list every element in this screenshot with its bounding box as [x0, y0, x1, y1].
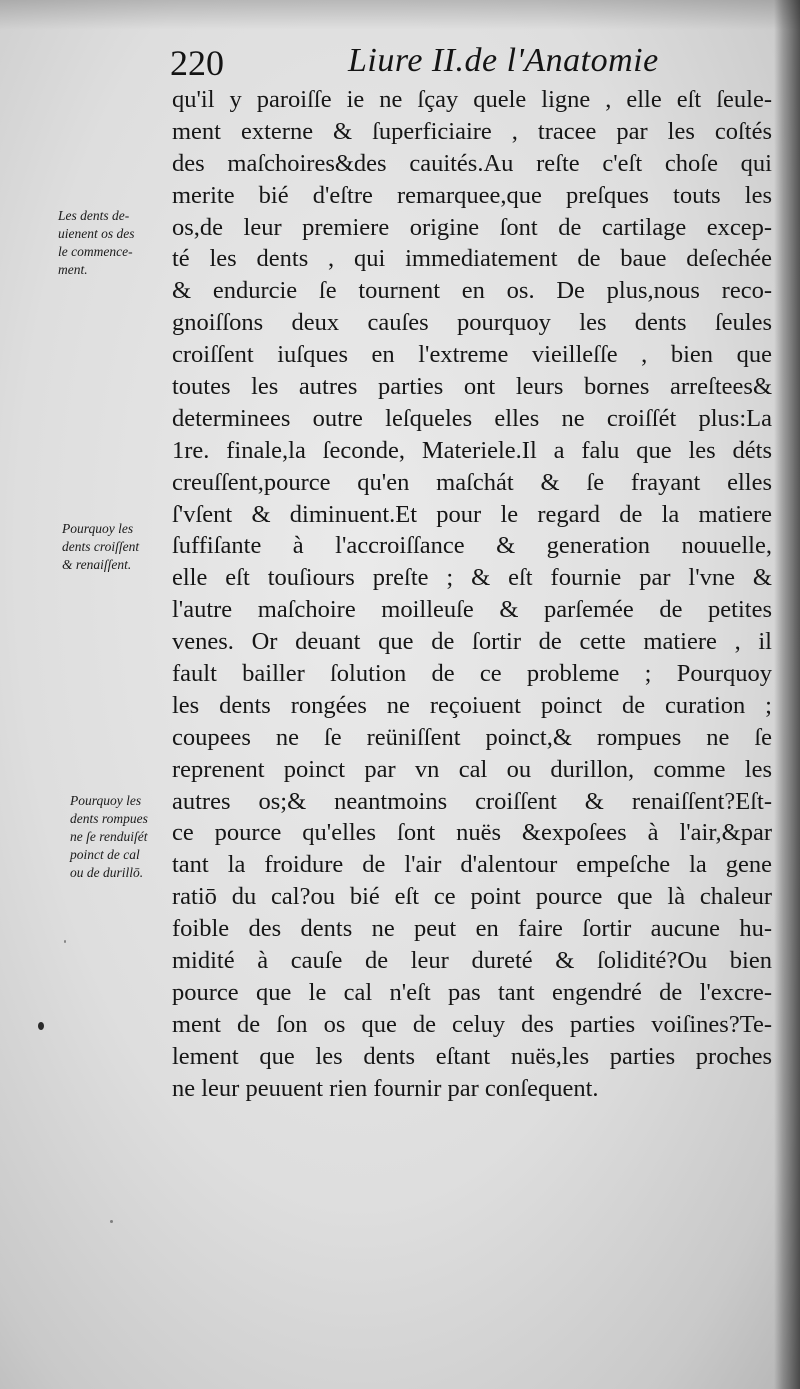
text-line: tant la froidure de l'air d'alentour empeſche la gene — [172, 851, 772, 879]
text-line: des maſchoires&des cauités.Au reſte c'eſt choſe qui — [172, 149, 772, 177]
margin-note-line: & renaiſſent. — [62, 557, 132, 572]
margin-note-line: ment. — [58, 262, 88, 277]
body-text — [172, 84, 772, 1105]
text-line: ce pource qu'elles ſont nuës &expoſees à l'air,&par — [172, 819, 772, 847]
text-line: l'autre maſchoire moilleuſe & parſemée de petites — [172, 596, 772, 624]
text-line: determinees outre leſqueles elles ne croiſſét plus:La — [172, 404, 772, 432]
text-line: reprenent poinct par vn cal ou durillon, comme les — [172, 755, 772, 783]
page-top-shadow — [0, 0, 800, 30]
margin-note-line: ne ſe renduiſét — [70, 829, 148, 844]
text-line: fault bailler ſolution de ce probleme ; Pourquoy — [172, 660, 772, 688]
text-line: pource que le cal n'eſt pas tant engendré de l'excre- — [172, 978, 772, 1006]
text-line: croiſſent iuſques en l'extreme vieilleſſe , bien que — [172, 341, 772, 369]
page-number: 220 — [170, 43, 224, 83]
text-line: midité à cauſe de leur dureté & ſolidité?Ou bien — [172, 947, 772, 975]
text-line: ment externe & ſuperficiaire , tracee par les coſtés — [172, 117, 772, 145]
margin-note-line: Pourquoy les — [62, 521, 134, 536]
text-line: ſ'vſent & diminuent.Et pour le regard de la matiere — [172, 500, 772, 528]
binding-gutter-shadow — [774, 0, 800, 1389]
margin-note-1 — [58, 207, 180, 279]
text-line: elle eſt touſiours preſte ; & eſt fournie par l'vne & — [172, 564, 772, 592]
text-line: ſuffiſante à l'accroiſſance & generation nouuelle, — [172, 532, 772, 560]
text-line: les dents rongées ne reçoiuent poinct de curation ; — [172, 691, 772, 719]
margin-note-line: uienent os des — [58, 226, 135, 241]
ink-speck — [38, 1022, 44, 1030]
text-line: autres os;& neantmoins croiſſent & renaiſſent?Eſt- — [172, 787, 772, 815]
text-line: 1re. finale,la ſeconde, Materiele.Il a falu que les déts — [172, 436, 772, 464]
margin-note-line: ou de durillō. — [70, 865, 144, 880]
text-line: ne leur peuuent rien fournir par conſequent. — [172, 1074, 599, 1102]
page-header — [170, 42, 770, 90]
text-line: merite bié d'eſtre remarquee,que preſques touts les — [172, 181, 772, 209]
margin-note-line: dents croiſſent — [62, 539, 140, 554]
margin-note-3 — [70, 792, 192, 882]
margin-note-line: dents rompues — [70, 811, 148, 826]
text-line: venes. Or deuant que de ſortir de cette matiere , il — [172, 628, 772, 656]
margin-note-line: Les dents de- — [58, 208, 130, 223]
ink-speck — [110, 1220, 113, 1223]
text-line: ment de ſon os que de celuy des parties voiſines?Te- — [172, 1010, 772, 1038]
text-line: creuſſent,pource qu'en maſchát & ſe frayant elles — [172, 468, 772, 496]
ink-speck — [64, 940, 66, 943]
margin-note-2 — [62, 520, 184, 574]
running-head: Liure II.de l'Anatomie — [348, 42, 659, 79]
text-line: té les dents , qui immediatement de baue deſechée — [172, 245, 772, 273]
text-line: lement que les dents eſtant nuës,les parties proches — [172, 1042, 772, 1070]
text-line: gnoiſſons deux cauſes pourquoy les dents ſeules — [172, 309, 772, 337]
text-line: foible des dents ne peut en faire ſortir aucune hu- — [172, 915, 772, 943]
margin-note-line: Pourquoy les — [70, 793, 142, 808]
text-line: ratiō du cal?ou bié eſt ce point pource que là chaleur — [172, 883, 772, 911]
text-line: toutes les autres parties ont leurs bornes arreſtees& — [172, 373, 772, 401]
text-line: coupees ne ſe reüniſſent poinct,& rompues ne ſe — [172, 723, 772, 751]
text-line: os,de leur premiere origine ſont de cartilage excep- — [172, 213, 772, 241]
margin-note-line: poinct de cal — [70, 847, 140, 862]
margin-note-line: le commence- — [58, 244, 133, 259]
text-line: qu'il y paroiſſe ie ne ſçay quele ligne , elle eſt ſeule- — [172, 86, 772, 113]
text-line: & endurcie ſe tournent en os. De plus,nous reco- — [172, 277, 772, 305]
